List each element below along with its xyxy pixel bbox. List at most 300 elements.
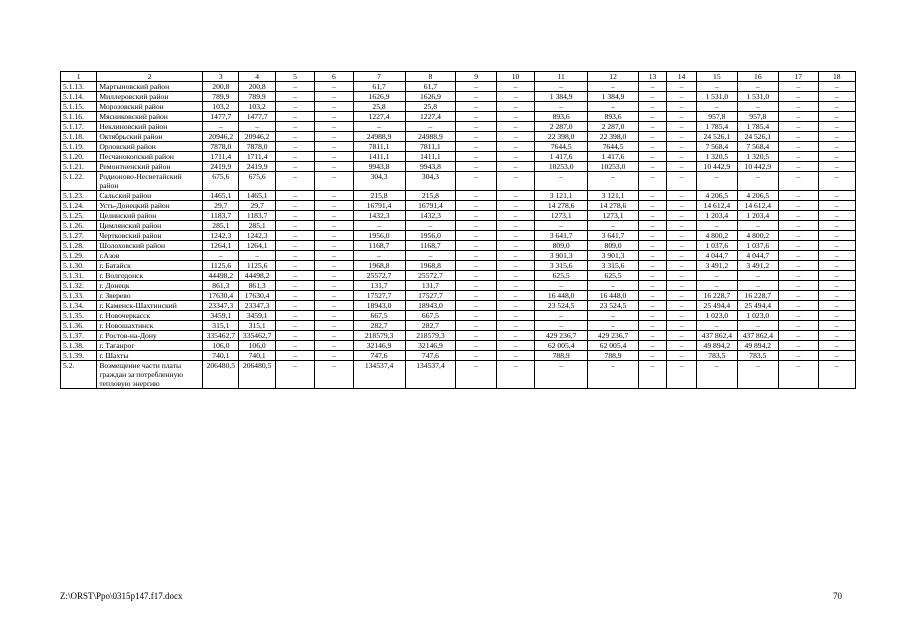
value-cell: 7811,1	[353, 142, 405, 152]
value-cell: –	[239, 122, 275, 132]
value-cell: –	[638, 261, 666, 271]
row-name-cell: Миллеровский район	[97, 92, 203, 102]
value-cell: –	[456, 132, 496, 142]
value-cell: –	[496, 351, 534, 361]
value-cell: 675,6	[203, 172, 239, 191]
value-cell: 437 862,4	[697, 331, 737, 341]
value-cell: 17527,7	[353, 291, 405, 301]
value-cell: –	[667, 142, 697, 152]
value-cell: 106,0	[239, 341, 275, 351]
header-cell: 1	[61, 72, 97, 82]
value-cell: 282,7	[405, 321, 456, 331]
value-cell: –	[779, 341, 818, 351]
value-cell: –	[638, 291, 666, 301]
value-cell: 789,9	[239, 92, 275, 102]
value-cell: –	[456, 102, 496, 112]
value-cell: –	[818, 261, 856, 271]
value-cell: 3 491,2	[737, 261, 779, 271]
value-cell: –	[667, 351, 697, 361]
value-cell: –	[456, 311, 496, 321]
value-cell: 16 448,0	[588, 291, 639, 301]
value-cell: –	[353, 251, 405, 261]
header-cell: 17	[779, 72, 818, 82]
value-cell: –	[638, 311, 666, 321]
value-cell: –	[779, 92, 818, 102]
value-cell: –	[496, 261, 534, 271]
value-cell: –	[818, 191, 856, 201]
header-cell: 5	[275, 72, 314, 82]
value-cell: –	[638, 172, 666, 191]
value-cell: –	[588, 321, 639, 331]
value-cell: –	[638, 122, 666, 132]
table-row	[61, 271, 856, 281]
value-cell: –	[638, 281, 666, 291]
value-cell: 1 384,9	[535, 92, 588, 102]
value-cell: 29,7	[203, 201, 239, 211]
value-cell: –	[667, 132, 697, 142]
value-cell: –	[456, 201, 496, 211]
table-row	[61, 92, 856, 102]
value-cell: –	[667, 291, 697, 301]
value-cell: –	[275, 112, 314, 122]
value-cell: 789,9	[203, 92, 239, 102]
value-cell: 1264,1	[239, 241, 275, 251]
value-cell: –	[456, 361, 496, 389]
value-cell: –	[779, 251, 818, 261]
value-cell: –	[275, 251, 314, 261]
value-cell: 1 320,5	[697, 152, 737, 162]
header-cell: 14	[667, 72, 697, 82]
value-cell: –	[779, 291, 818, 301]
value-cell: 1 203,4	[737, 211, 779, 221]
row-name-cell: Целинский район	[97, 211, 203, 221]
value-cell: –	[275, 211, 314, 221]
table-row	[61, 351, 856, 361]
row-name-cell: Усть-Донецкий район	[97, 201, 203, 211]
value-cell: 24 526,1	[697, 132, 737, 142]
value-cell: –	[496, 92, 534, 102]
value-cell: 20946,2	[239, 132, 275, 142]
value-cell: 1956,0	[405, 231, 456, 241]
value-cell: –	[779, 152, 818, 162]
value-cell: 10 442,9	[697, 162, 737, 172]
value-cell: –	[588, 102, 639, 112]
row-number-cell: 5.1.24.	[61, 201, 97, 211]
header-cell: 7	[353, 72, 405, 82]
value-cell: –	[667, 172, 697, 191]
value-cell: –	[638, 361, 666, 389]
value-cell: –	[275, 142, 314, 152]
value-cell: 62 005,4	[588, 341, 639, 351]
value-cell: 1432,3	[353, 211, 405, 221]
value-cell: –	[496, 112, 534, 122]
value-cell: –	[496, 291, 534, 301]
value-cell: –	[667, 331, 697, 341]
value-cell: –	[667, 271, 697, 281]
value-cell: –	[697, 361, 737, 389]
value-cell: 2419,9	[239, 162, 275, 172]
table-row	[61, 112, 856, 122]
value-cell: 10253,0	[535, 162, 588, 172]
table-row	[61, 291, 856, 301]
value-cell: 7644,5	[535, 142, 588, 152]
value-cell: –	[667, 112, 697, 122]
value-cell: –	[818, 291, 856, 301]
value-cell: –	[818, 112, 856, 122]
value-cell: –	[667, 281, 697, 291]
value-cell: –	[667, 231, 697, 241]
value-cell: –	[496, 172, 534, 191]
value-cell: –	[667, 321, 697, 331]
row-number-cell: 5.1.15.	[61, 102, 97, 112]
value-cell: 7811,1	[405, 142, 456, 152]
value-cell: –	[496, 251, 534, 261]
value-cell: –	[315, 271, 353, 281]
value-cell: –	[818, 221, 856, 231]
value-cell: –	[496, 152, 534, 162]
value-cell: –	[818, 231, 856, 241]
value-cell: 2 287,0	[535, 122, 588, 132]
value-cell: 335462,7	[203, 331, 239, 341]
value-cell: 4 044,7	[697, 251, 737, 261]
value-cell: –	[315, 281, 353, 291]
value-cell: 61,7	[353, 82, 405, 92]
value-cell: –	[737, 172, 779, 191]
value-cell: –	[275, 341, 314, 351]
row-number-cell: 5.1.33.	[61, 291, 97, 301]
value-cell: –	[456, 152, 496, 162]
value-cell: –	[275, 351, 314, 361]
row-number-cell: 5.1.14.	[61, 92, 97, 102]
value-cell: –	[818, 321, 856, 331]
row-number-cell: 5.1.27.	[61, 231, 97, 241]
value-cell: 131,7	[353, 281, 405, 291]
table-row	[61, 211, 856, 221]
value-cell: –	[697, 221, 737, 231]
value-cell: 783,5	[697, 351, 737, 361]
row-number-cell: 5.1.26.	[61, 221, 97, 231]
value-cell: –	[818, 82, 856, 92]
value-cell: –	[779, 132, 818, 142]
value-cell: 16 228,7	[697, 291, 737, 301]
value-cell: –	[315, 261, 353, 271]
value-cell: –	[275, 281, 314, 291]
value-cell: 1432,3	[405, 211, 456, 221]
table-row	[61, 321, 856, 331]
value-cell: 675,6	[239, 172, 275, 191]
value-cell: –	[818, 172, 856, 191]
value-cell: –	[496, 191, 534, 201]
value-cell: 29,7	[239, 201, 275, 211]
value-cell: –	[315, 341, 353, 351]
table-row	[61, 231, 856, 241]
value-cell: 788,9	[535, 351, 588, 361]
value-cell: –	[315, 301, 353, 311]
value-cell: –	[638, 112, 666, 122]
row-number-cell: 5.1.16.	[61, 112, 97, 122]
value-cell: 861,3	[203, 281, 239, 291]
row-number-cell: 5.1.35.	[61, 311, 97, 321]
value-cell: –	[456, 321, 496, 331]
table-row	[61, 142, 856, 152]
row-name-cell: Октябрьский район	[97, 132, 203, 142]
value-cell: 809,0	[535, 241, 588, 251]
value-cell: –	[315, 191, 353, 201]
value-cell: 32146,9	[353, 341, 405, 351]
value-cell: –	[456, 261, 496, 271]
value-cell: 23347,3	[203, 301, 239, 311]
value-cell: 4 800,2	[697, 231, 737, 241]
value-cell: –	[818, 162, 856, 172]
value-cell: –	[638, 231, 666, 241]
row-name-cell: г. Ростов-на-Дону	[97, 331, 203, 341]
value-cell: –	[456, 221, 496, 231]
value-cell: –	[818, 351, 856, 361]
row-number-cell: 5.1.25.	[61, 211, 97, 221]
value-cell: 285,1	[239, 221, 275, 231]
value-cell: 335462,7	[239, 331, 275, 341]
value-cell: –	[353, 221, 405, 231]
value-cell: –	[818, 102, 856, 112]
value-cell: 1 531,0	[697, 92, 737, 102]
value-cell: 788,9	[588, 351, 639, 361]
row-number-cell: 5.1.32.	[61, 281, 97, 291]
value-cell: –	[667, 201, 697, 211]
row-number-cell: 5.1.36.	[61, 321, 97, 331]
value-cell: –	[638, 201, 666, 211]
value-cell: –	[667, 301, 697, 311]
table-row	[61, 301, 856, 311]
value-cell: –	[496, 361, 534, 389]
value-cell: –	[535, 361, 588, 389]
value-cell: 1477,7	[203, 112, 239, 122]
row-number-cell: 5.1.30.	[61, 261, 97, 271]
value-cell: –	[496, 281, 534, 291]
value-cell: –	[456, 172, 496, 191]
value-cell: 1 384,9	[588, 92, 639, 102]
value-cell: 16 228,7	[737, 291, 779, 301]
value-cell: –	[496, 82, 534, 92]
value-cell: –	[667, 251, 697, 261]
value-cell: –	[239, 251, 275, 261]
value-cell: 25,8	[405, 102, 456, 112]
value-cell: 61,7	[405, 82, 456, 92]
value-cell: –	[315, 291, 353, 301]
value-cell: –	[456, 271, 496, 281]
value-cell: 218579,3	[405, 331, 456, 341]
table-row	[61, 261, 856, 271]
table-row	[61, 281, 856, 291]
value-cell: 282,7	[353, 321, 405, 331]
value-cell: –	[496, 201, 534, 211]
value-cell: –	[275, 321, 314, 331]
table-row	[61, 201, 856, 211]
table-row	[61, 122, 856, 132]
value-cell: 1242,3	[239, 231, 275, 241]
value-cell: –	[737, 82, 779, 92]
value-cell: 106,0	[203, 341, 239, 351]
row-number-cell: 5.1.20.	[61, 152, 97, 162]
value-cell: –	[737, 281, 779, 291]
row-name-cell: г. Шахты	[97, 351, 203, 361]
row-number-cell: 5.1.21.	[61, 162, 97, 172]
value-cell: 285,1	[203, 221, 239, 231]
row-number-cell: 5.1.22.	[61, 172, 97, 191]
value-cell: 783,5	[737, 351, 779, 361]
value-cell: 1 417,6	[588, 152, 639, 162]
value-cell: –	[818, 361, 856, 389]
value-cell: 215,8	[353, 191, 405, 201]
value-cell: 14 278,6	[588, 201, 639, 211]
value-cell: –	[779, 301, 818, 311]
value-cell: 1626,9	[405, 92, 456, 102]
row-number-cell: 5.1.39.	[61, 351, 97, 361]
value-cell: 1273,1	[535, 211, 588, 221]
row-name-cell: Мясниковский район	[97, 112, 203, 122]
value-cell: –	[779, 331, 818, 341]
value-cell: 3459,1	[203, 311, 239, 321]
row-number-cell: 5.1.23.	[61, 191, 97, 201]
value-cell: –	[275, 291, 314, 301]
value-cell: 1183,7	[203, 211, 239, 221]
value-cell: –	[588, 172, 639, 191]
value-cell: –	[779, 142, 818, 152]
value-cell: –	[779, 102, 818, 112]
value-cell: –	[818, 122, 856, 132]
value-cell: 1242,3	[203, 231, 239, 241]
value-cell: –	[315, 152, 353, 162]
value-cell: –	[315, 251, 353, 261]
value-cell: –	[737, 321, 779, 331]
value-cell: –	[818, 251, 856, 261]
value-cell: –	[496, 331, 534, 341]
value-cell: –	[275, 301, 314, 311]
value-cell: 16 448,0	[535, 291, 588, 301]
value-cell: 1125,6	[203, 261, 239, 271]
value-cell: –	[535, 82, 588, 92]
value-cell: –	[638, 211, 666, 221]
value-cell: 18943,0	[405, 301, 456, 311]
header-cell: 6	[315, 72, 353, 82]
value-cell: 957,8	[697, 112, 737, 122]
value-cell: –	[667, 152, 697, 162]
row-name-cell: г. Новошахтинск	[97, 321, 203, 331]
value-cell: –	[588, 361, 639, 389]
value-cell: –	[496, 301, 534, 311]
table-row	[61, 251, 856, 261]
value-cell: –	[779, 211, 818, 221]
table-row	[61, 102, 856, 112]
value-cell: 740,1	[239, 351, 275, 361]
row-name-cell: г.Азов	[97, 251, 203, 261]
value-cell: –	[697, 82, 737, 92]
value-cell: 1 203,4	[697, 211, 737, 221]
value-cell: 200,8	[203, 82, 239, 92]
value-cell: 25572,7	[405, 271, 456, 281]
value-cell: –	[496, 271, 534, 281]
table-row	[61, 191, 856, 201]
value-cell: –	[638, 331, 666, 341]
value-cell: 667,5	[353, 311, 405, 321]
row-number-cell: 5.1.19.	[61, 142, 97, 152]
row-name-cell: Песчанокопский район	[97, 152, 203, 162]
value-cell: –	[496, 122, 534, 132]
data-table	[60, 71, 856, 389]
value-cell: –	[779, 201, 818, 211]
value-cell: –	[667, 162, 697, 172]
value-cell: –	[496, 311, 534, 321]
value-cell: –	[779, 82, 818, 92]
value-cell: –	[667, 191, 697, 201]
value-cell: –	[456, 122, 496, 132]
value-cell: 4 206,5	[737, 191, 779, 201]
row-number-cell: 5.1.18.	[61, 132, 97, 142]
value-cell: –	[697, 172, 737, 191]
value-cell: 861,3	[239, 281, 275, 291]
value-cell: –	[496, 231, 534, 241]
row-name-cell: Орловский район	[97, 142, 203, 152]
value-cell: –	[405, 122, 456, 132]
header-cell: 3	[203, 72, 239, 82]
value-cell: –	[818, 92, 856, 102]
value-cell: 1 023,0	[697, 311, 737, 321]
value-cell: –	[275, 191, 314, 201]
row-name-cell: Родионово-Несветайский район	[97, 172, 203, 191]
value-cell: –	[275, 331, 314, 341]
value-cell: –	[818, 281, 856, 291]
value-cell: –	[779, 112, 818, 122]
value-cell: 7644,5	[588, 142, 639, 152]
value-cell: 44498,2	[203, 271, 239, 281]
value-cell: –	[456, 291, 496, 301]
value-cell: 44498,2	[239, 271, 275, 281]
value-cell: 20946,2	[203, 132, 239, 142]
value-cell: 315,1	[239, 321, 275, 331]
row-number-cell: 5.1.38.	[61, 341, 97, 351]
value-cell: –	[315, 122, 353, 132]
value-cell: –	[818, 301, 856, 311]
row-name-cell: Чертковский район	[97, 231, 203, 241]
value-cell: –	[779, 311, 818, 321]
value-cell: 1 023,0	[737, 311, 779, 321]
value-cell: –	[779, 191, 818, 201]
value-cell: –	[496, 211, 534, 221]
table-row	[61, 331, 856, 341]
value-cell: –	[638, 251, 666, 261]
table-row	[61, 361, 856, 389]
value-cell: –	[779, 361, 818, 389]
value-cell: –	[456, 331, 496, 341]
value-cell: –	[779, 162, 818, 172]
value-cell: –	[315, 92, 353, 102]
value-cell: –	[496, 321, 534, 331]
value-cell: –	[779, 281, 818, 291]
value-cell: –	[405, 221, 456, 231]
row-number-cell: 5.1.13.	[61, 82, 97, 92]
header-cell: 4	[239, 72, 275, 82]
table-body	[61, 72, 856, 389]
header-cell: 9	[456, 72, 496, 82]
value-cell: 3459,1	[239, 311, 275, 321]
row-name-cell: Сальский район	[97, 191, 203, 201]
table-row	[61, 241, 856, 251]
header-cell: 11	[535, 72, 588, 82]
value-cell: 62 005,4	[535, 341, 588, 351]
table-row	[61, 132, 856, 142]
value-cell: 7 568,4	[737, 142, 779, 152]
value-cell: –	[496, 241, 534, 251]
value-cell: –	[818, 201, 856, 211]
